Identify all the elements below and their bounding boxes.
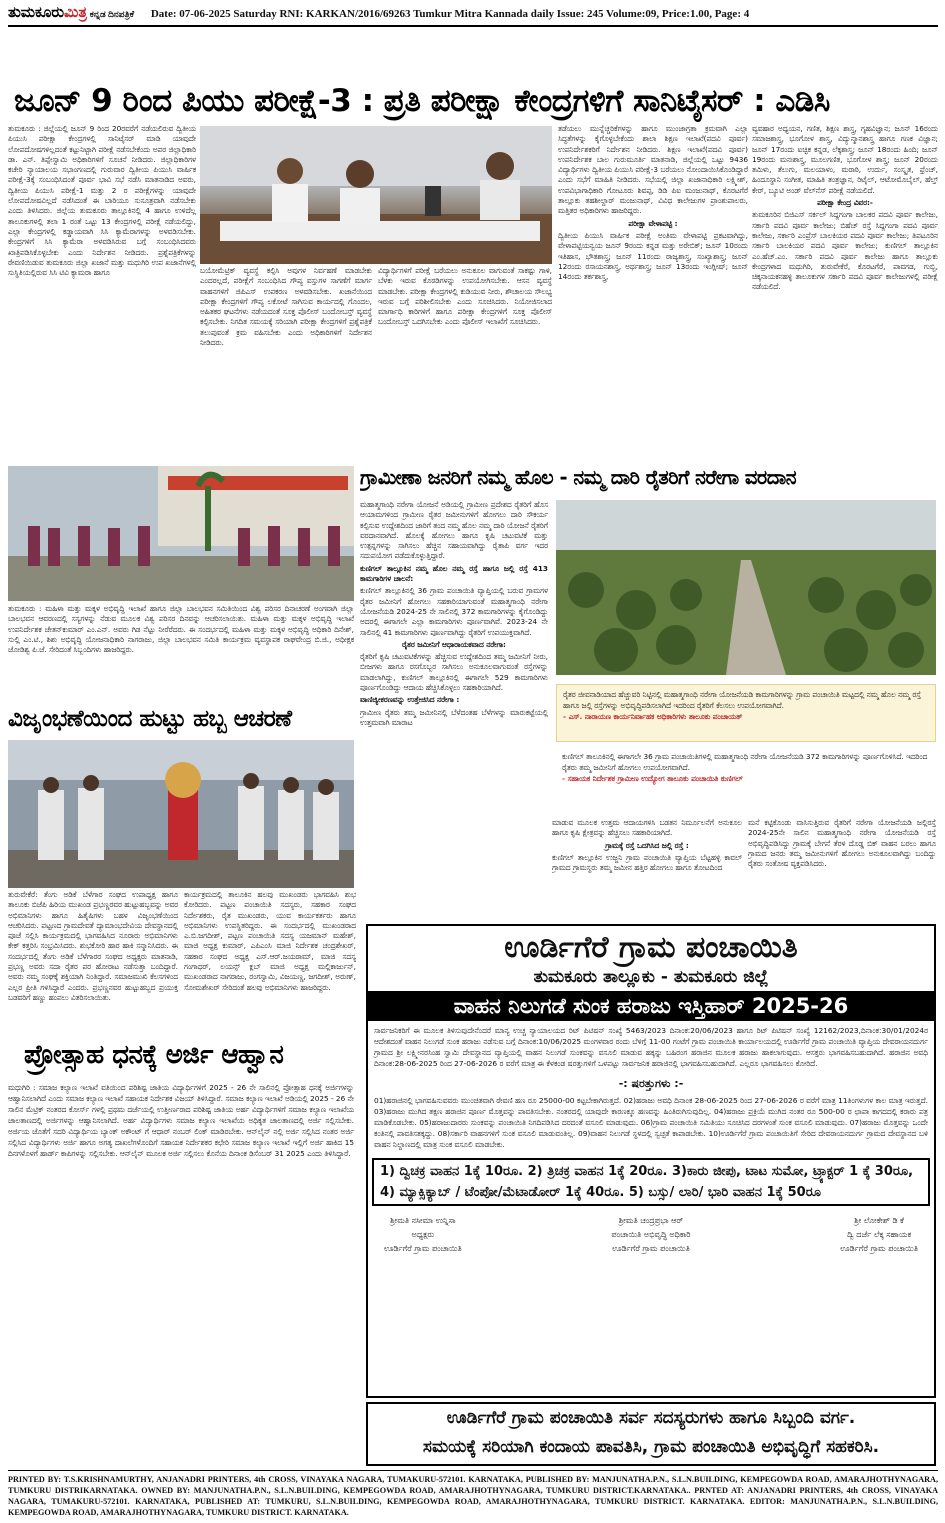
story1-column-2: ಬಯೋಮೆಟ್ರಿಕ್ ವ್ಯವಸ್ಥೆ ಕಲ್ಪಿಸಿ ಅವುಗಳ ನಿರ್ವಹಣೆ ಮಾಡಬೇಕು ಎಂದರಲ್ಲದೆ, ಪರೀಕ್ಷೆಗೆ ಸಂಬಂಧಿಸಿದ ಗೌಪ್ಯ ವಸ್ತುಗಳ ಸಾಗಣೆಗೆ ಮಾರ್ಗ ವಾಹನಗಳಿಗೆ ಜಿಪಿಎಸ್ ಉಪಕರಣ ಅಳವಡಿಸಬೇಕು. ಖಜಾನೆಯಿಂದ ಪರೀಕ್ಷಾ ಕೇಂದ್ರಗಳಿಗೆ ಗೌಪ್ಯ ಲಕೋಟೆ ಸಾಗಿಸುವ ಕಾರ್ಯದಲ್ಲಿ ಗೊಂದಲ, ಅಹಿತಕರ ಘಟನೆಗಳು ನಡೆಯದಂತೆ ಸೂಕ್ತ ಪೊಲೀಸ್ ಬಂದೋಬಸ್ತ್ ವ್ಯವಸ್ಥೆ ಕಲ್ಪಿಸಬೇಕು. ನಿಗದಿತ ಸಮಯಕ್ಕೆ ಸರಿಯಾಗಿ ಪರೀಕ್ಷಾ ಕೇಂದ್ರಗಳಿಗೆ ಪ್ರಶ್ನೆಪತ್ರಿಕೆ ತಲುಪುವಂತೆ ಕ್ರಮ ವಹಿಸಬೇಕು ಎಂದು ಅಧಿಕಾರಿಗಳಿಗೆ ನಿರ್ದೇಶನ ನೀಡಿದರು. bbox=[200, 266, 372, 348]
masthead-rule bbox=[8, 25, 938, 27]
headline-nrega: ಗ್ರಾಮೀಣಾ ಜನರಿಗೆ ನಮ್ಮ ಹೊಲ - ನಮ್ಮ ದಾರಿ ರೈತರಿಗೆ ನರೇಗಾ ವರದಾನ bbox=[360, 466, 797, 489]
quote-box-narayana: ರೈತರ ಜೀವನಾಡಿಯಾದ ಹೆಚ್ಚುವರಿ ನಿಟ್ಟಿನಲ್ಲಿ ಮಹಾತ್ಮಗಾಂಧಿ ನರೇಗಾ ಯೋಜನೆಯಡಿ ಕಾಮಗಾರಿಗಳನ್ನು ಗ್ರಾಮ ಪಂಚಾಯಿತಿ ಮಟ್ಟದಲ್ಲಿ ನಮ್ಮ ಹೊಲ ನಮ್ಮ ರಸ್ತೆ ಹಾಗೂ ಜಲ್ಲಿ ರಸ್ತೆಗಳನ್ನು ಅಭಿವೃದ್ಧಿಪಡಿಸಲಾಗಿದೆ ಇದರಿಂದ ರೈತರಿಗೆ ಕೆಲಸಲು ಉಪಯೋಗವಾಗಿದೆ. - ಎಸ್. ನಾರಾಯಣ ಕಾರ್ಯನಿರ್ವಾಹಕ ಅಧಿಕಾರಿಗಳು ತಾಲೂಕು ಪಂಚಾಯತ್ bbox=[556, 684, 936, 742]
environment-day-photo-art bbox=[8, 466, 354, 601]
notice-body: ಸಾರ್ವಜನಿಕರಿಗೆ ಈ ಮೂಲಕ ತಿಳಿಸುವುದೇನೆಂದರೆ ಮಾನ್ಯ ಉಚ್ಚ ನ್ಯಾಯಾಲಯದ ರಿಟ್ ಪಿಟಿಷನ್ ಸಂಖ್ಯೆ 5463/2023 ದಿನಾಂಕ:20/06/2023 ಹಾಗೂ ರಿಟ್ ಪಿಟಿಷನ್ ಸಂಖ್ಯೆ 12162/2023,ದಿನಾಂಕ:30/01/2024ರ ಆದೇಶದಂತೆ ವಾಹನ ನಿಲುಗಡೆ ಸುಂಕ ಹರಾಜು ನಡೆಸುವ ಬಗ್ಗೆ ದಿನಾಂಕ:10/06/2025 ಮಂಗಳವಾರ ರಂದು ಬೆಳಿಗ್ಗೆ 11-00 ಗಂಟೆಗೆ ಗ್ರಾಮ ಪಂಚಾಯಿತಿ ಕಾರ್ಯಾಲಯದಲ್ಲಿ ಊರ್ಡಿಗೆರೆ ಗ್ರಾಮ ಪಂಚಾಯಿತಿ ವ್ಯಾಪ್ತಿಯ ದೇವರಾಯನದುರ್ಗ ಗ್ರಾಮದ ಶ್ರೀ ಲಕ್ಷ್ಮೀನರಸಿಂಹ ಸ್ವಾಮಿ ದೇವಸ್ಥಾನದ ವ್ಯಾಪ್ತಿಯಲ್ಲಿ ವಾಹನ ನಿಲುಗಡೆ ಸುಂಕವನ್ನು ವಸೂಲಿ ಮಾಡುವ ಹಕ್ಕನ್ನು ಬಹಿರಂಗ ಹರಾಜಿನ ಮೂಲಕ ಹರಾಜು ಹಾಕಲಾಗುವುದು. ಆಸಕ್ತರು ಭಾಗವಹಿಸಬಹುದಾಗಿದೆ. ಹರಾಜಿನ ಅವಧಿ ದಿನಾಂಕ:28-06-2025 ರಿಂದ 27-06-2026 ರ ವರೆಗೆ ಮಾತ್ರ ಈ ಕೆಳಕಂಡ ಷರತ್ತುಗಳಿಗೆ ಒಳಪಟ್ಟು ಸಾರ್ವಜನಿಕ ಹರಾಜಿನಲ್ಲಿ ಭಾಗವಹಿಸಬಹುದಾಗಿದೆ. ಎಲ್ಲರೂ ಭಾಗವಹಿಸಲು ಕೋರಿದೆ. bbox=[374, 1026, 928, 1068]
story1-column-3: ವಿದ್ಯಾರ್ಥಿಗಳಿಗೆ ಪರೀಕ್ಷೆ ಬರೆಯಲು ಅನುಕೂಲ ವಾಗುವಂತೆ ಸಾಕಷ್ಟು ಗಾಳಿ, ಬೆಳಕು ಇರುವ ಕೊಠಡಿಗಳನ್ನು ಉಪಯೋಗಿಸಬೇಕು. ಆಸನ ವ್ಯವಸ್ಥೆ ಮಾಡಬೇಕು. ಪರೀಕ್ಷಾ ಕೇಂದ್ರಗಳಲ್ಲಿ ಕುಡಿಯುವ ನೀರು, ಶೌಚಾಲಯ ಸೌಲಭ್ಯ ಇರುವ ಬಗ್ಗೆ ಪರಿಶೀಲಿಸಬೇಕು ಎಂದು ಸೂಚಿಸಿದರು. ನಿಯೋಜಿಸಲಾದ ಮಾರ್ಗಾಧಿ ಕಾರಿಗಳಿಗೆ ಹಾಗೂ ಪರೀಕ್ಷಾ ಕೇಂದ್ರಗಳಿಗೆ ಸೂಕ್ತ ಪೊಲೀಸ್ ಬಂದೋಬಸ್ತ್ ಒದಗಿಸಬೇಕು ಎಂದು ಪೊಲೀಸ್ ಇಲಾಖೆಗೆ ಸೂಚಿಸಿದರು. bbox=[378, 266, 552, 327]
notice-terms-heading: -: ಷರತ್ತುಗಳು :- bbox=[618, 1077, 684, 1090]
notice-title: ಊರ್ಡಿಗೆರೆ ಗ್ರಾಮ ಪಂಚಾಯಿತಿ bbox=[504, 930, 798, 965]
panchayat-appeal-box bbox=[366, 1402, 936, 1466]
nrega-subhead-gravel-road: ಗ್ರಾಮಕ್ಕೆ ರಸ್ತೆ ಒದಗಿಸಿದ ಜಲ್ಲಿ ರಸ್ತೆ : bbox=[605, 840, 689, 850]
birthday-photo-art bbox=[8, 740, 354, 888]
environment-day-caption: ತುಮಕೂರು : ಮಹಿಳಾ ಮತ್ತು ಮಕ್ಕಳ ಅಭಿವೃದ್ಧಿ ಇಲಾಖೆ ಹಾಗೂ ಜಿಲ್ಲಾ ಬಾಲಭವನ ಸಮಿತಿಯಿಂದ ವಿಶ್ವ ಪರಿಸರ ದಿನಾಚರಣೆ ಅಂಗವಾಗಿ ಜಿಲ್ಲಾ ಬಾಲಭವನ ಆವರಣದಲ್ಲಿ ಸಸ್ಯಗಳನ್ನು ನೆಡುವ ಮೂಲಕ ವಿಶ್ವ ಪರಿಸರ ದಿನವನ್ನು ಆಚರಿಸಲಾಯಿತು. ಮಹಿಳಾ ಮತ್ತು ಮಕ್ಕಳ ಅಭಿವೃದ್ಧಿ ಇಲಾಖೆ ಉಪನಿರ್ದೇಶಕ ಚೇತನ್‌ಕುಮಾರ್ ಎಂ.ಎನ್. ಅವರು ಗಿಡ ನೆಟ್ಟು ನೀರೆರೆದರು. ಈ ಸಂದರ್ಭದಲ್ಲಿ ಮಹಿಳಾ ಮತ್ತು ಮಕ್ಕಳ ಅಭಿವೃದ್ಧಿ ಅಧಿಕಾರಿ ದಿನೇಶ್, ಸುಲ್ಲಿ ಎಂ.ಟಿ., ಶಿಶು ಅಭಿವೃದ್ಧಿ ಯೋಜನಾಧಿಕಾರಿ ನಾಗರಾಜು, ಜಿಲ್ಲಾ ಬಾಲಭವನ ಸಮಿತಿ ಕಾರ್ಯಕ್ರಮ ವ್ಯವಸ್ಥಾಪಕ ರಾಘವೇಂದ್ರ ಬಿ.ಜಿ., ಅಧೀಕ್ಷಕ ಜೋಡಿಶ್ವ ಪಿ.ಜೆ. ಸೇರಿದಂತೆ ಸಿಬ್ಬಂದಿಗಳು ಹಾಜರಿದ್ದರು. bbox=[8, 604, 354, 655]
newspaper-logo: ತುಮಕೂರುಮಿತ್ರ bbox=[8, 5, 87, 21]
nrega-column-2: ಮಾಡುವ ಮೂಲಕ ಉತ್ತಮ ಆದಾಯಗಳಿಸಿ ಬಡತನ ನಿರ್ಮೂಲನೆಗೆ ಅನುಕೂಲ ಹಾಗೂ ಕೃಷಿ ಕ್ಷೇತ್ರವನ್ನು ಹೆಚ್ಚಿಸಲು ಸಹಕಾರಿಯಾಗಿದೆ. ಗ್ರಾಮಕ್ಕೆ ರಸ್ತೆ ಒದಗಿಸಿದ ಜಲ್ಲಿ ರಸ್ತೆ : ಕುಣಿಗಲ್ ತಾಲ್ಲೂಕಿನ ಉಜ್ಜನಿ ಗ್ರಾಮ ಪಂಚಾಯಿತಿ ವ್ಯಾಪ್ತಿಯ ಬೆಟ್ಟಹಳ್ಳಿ ಕಾವಲ್ ಗ್ರಾಮದ ಗ್ರಾಮಸ್ಥರು ತಮ್ಮ ಜಮೀನ ಹತ್ತಿರ ಹೋಗಲು ಹಾಗೂ ತೋಟದಿಂದ bbox=[552, 818, 742, 873]
appeal-line-1: ಊರ್ಡಿಗೆರೆ ಗ್ರಾಮ ಪಂಚಾಯಿತಿ ಸರ್ವ ಸದಸ್ಯರುಗಳು ಹಾಗೂ ಸಿಬ್ಬಂದಿ ವರ್ಗ. bbox=[446, 1408, 856, 1428]
signatory-president: ಶ್ರೀಮತಿ ನಸೀಮಾ ಉನ್ನಿಸಾ ಅಧ್ಯಕ್ಷರು ಊರ್ಡಿಗೆರೆ ಗ್ರಾಮ ಪಂಚಾಯಿತಿ bbox=[384, 1216, 462, 1253]
exam-centres-subhead: ಪರೀಕ್ಷಾ ಕೇಂದ್ರ ವಿವರ:- bbox=[817, 198, 873, 208]
notice-terms: 01)ಹರಾಜಿನಲ್ಲಿ ಭಾಗವಹಿಸುವವರು ಮುಂಚಿತವಾಗಿ ಠೇವಣಿ ಹಣ ರೂ 25000-00 ಕಟ್ಟಬೇಕಾಗಿರುತ್ತದೆ. 02)ಹರಾಜು ಅವಧಿ ದಿನಾಂಕ 28-06-2025 ರಿಂದ 27-06-2026 ರ ವರೆಗೆ ಮಾತ್ರ 11ತಿಂಗಳುಗಳ ಕಾಲ ಮಾತ್ರ ಇರುತ್ತದೆ. 03)ಹರಾಜು ಮುಗಿದ ತಕ್ಷಣ ಹರಾಜಿನ ಪೂರ್ಣ ಮೊತ್ತವನ್ನು ಪಾವತಿಸಬೇಕು. ನಂತರದಲ್ಲಿ ಯಾವುದೇ ಕಾರಣಕ್ಕೂ ಹಣವನ್ನು ಹಿಂತಿರುಗಿಸುವುದಿಲ್ಲ. 04)ಹರಾಜು ಪ್ರಕ್ರಿಯೆ ಮುಗಿದ ನಂತರ ರೂ 500-00 ರ ಛಾಪಾ ಕಾಗದದಲ್ಲಿ ಕರಾರು ಪತ್ರ ಮಾಡಿಕೊಡಬೇಕು. 05)ಹರಾಜುದಾರರು ಸುಂಕವನ್ನು ಪಂಚಾಯಿತಿ ನಿಗದಿಪಡಿಸಿದ ದರದಂತೆ ವಸೂಲಿ ಮಾಡುವುದು. 06)ಗ್ರಾಮ ಪಂಚಾಯಿತಿ ಸಮಿತಿಯು ಸೂಚಿಸಿದ ದರಗಳಂತೆ ಸುಂಕ ವಸೂಲಿ ಮಾಡುವುದು. 07)ಹರಾಜು ಮೊತ್ತವನ್ನು ಒಂದೇ ಕಂತಿನಲ್ಲಿ ಪಾವತಿಸತಕ್ಕದ್ದು. 08)ಸರ್ಕಾರಿ ವಾಹನಗಳಿಗೆ ಸುಂಕ ವಸೂಲಿ ಮಾಡುವಂತಿಲ್ಲ. 09)ವಾಹನ ನಿಲುಗಡೆ ಸ್ಥಳದಲ್ಲಿ ಸ್ವಚ್ಛತೆ ಕಾಪಾಡಬೇಕು. 10)ಊರ್ಡಿಗೆರೆ ಗ್ರಾಮ ಪಂಚಾಯಿತಿಗೆ ಸೇರಿದ ದೇವರಾಯನದುರ್ಗ ಗ್ರಾಮದ ದೇವಸ್ಥಾನದ ಬಳಿ ವಾಹನ ನಿಲ್ದಾಣದಲ್ಲಿ ಮಾತ್ರ ಸುಂಕ ವಸೂಲಿ ಮಾಡಬೇಕು. bbox=[374, 1096, 928, 1149]
story1-column-1: ತುಮಕೂರು : ಜಿಲ್ಲೆಯಲ್ಲಿ ಜೂನ್ 9 ರಿಂದ 20ರವರೆಗೆ ನಡೆಯಲಿರುವ ದ್ವಿತೀಯ ಪಿಯುಸಿ ಪರೀಕ್ಷಾ ಕೇಂದ್ರಗಳಲ್ಲಿ ಸಾನಿಟೈಸರ್ ಮಾಡಿ ಯಾವುದೇ ಲೋಪದೋಷಗಳಿಲ್ಲದಂತೆ ಕಟ್ಟುನಿಟ್ಟಾಗಿ ಪರೀಕ್ಷೆ ನಡೆಸಬೇಕೆಂದು ಅಪರ ಜಿಲ್ಲಾಧಿಕಾರಿ ಡಾ. ಎನ್. ತಿಪ್ಪೇಸ್ವಾಮಿ ಅಧಿಕಾರಿಗಳಿಗೆ ಸೂಚನೆ ನೀಡಿದರು. ಜಿಲ್ಲಾಧಿಕಾರಿಗಳ ಕಚೇರಿ ನ್ಯಾಯಾಲಯ ಸಭಾಂಗಣದಲ್ಲಿ ಗುರುವಾರ ದ್ವಿತೀಯ ಪಿಯುಸಿ ವಾರ್ಷಿಕ ಪರೀಕ್ಷೆ-3ಕ್ಕೆ ಸಂಬಂಧಿಸಿದಂತೆ ಪೂರ್ವ ಭಾವಿ ಸಭೆ ನಡೆಸಿ ಮಾತನಾಡಿದ ಅವರು, ದ್ವಿತೀಯ ಪಿಯುಸಿ ಪರೀಕ್ಷೆ-1 ಮತ್ತು 2 ರ ಪರೀಕ್ಷೆಗಳನ್ನು ಯಾವುದೇ ಲೋಪದೋಷವಿಲ್ಲದೆ ನಡೆಸಿದಂತೆ ಈ ಬಾರಿಯೂ ಸುಸೂತ್ರವಾಗಿ ನಡೆಸಬೇಕು ಎಂದು ತಿಳಿಸಿದರು. ಜಿಲ್ಲೆಯ ತುಮಕೂರು ತಾಲ್ಲೂಕಿನಲ್ಲಿ 4 ಹಾಗೂ ಉಳಿದೆಲ್ಲ ತಾಲೂಕುಗಳಲ್ಲಿ ತಲಾ 1 ರಂತೆ ಒಟ್ಟು 13 ಕೇಂದ್ರಗಳಲ್ಲಿ ಪರೀಕ್ಷೆ ನಡೆಯಲಿದ್ದು, ಎಲ್ಲಾ ಕೇಂದ್ರಗಳಲ್ಲಿ ಕಡ್ಡಾಯವಾಗಿ ಸಿಸಿ ಕ್ಯಾಮೆರಾಗಳನ್ನು ಅಳವಡಿಸಬೇಕು. ಕೇಂದ್ರಗಳಿಗೆ ಸಿಸಿ ಕ್ಯಾಮೆರಾ ಅಳವಡಿಸಿರುವ ಬಗ್ಗೆ ಸಂಬಂಧಿಸಿದವರು ಖಾತ್ರಿಪಡಿಸಿಕೊಳ್ಳಬೇಕು ಎಂದು ನಿರ್ದೇಶನ ನೀಡಿದರು. ಪ್ರಶ್ನೆಪತ್ರಿಕೆಗಳನ್ನು ಠೇವಣಿಯಿಡುವ ತುಮಕೂರು ಜಿಲ್ಲಾ ಖಜಾನೆ ಮತ್ತು ಮಧುಗಿರಿ ಉಪ ಖಜಾನೆಗಳಲ್ಲಿ ಸುಸ್ಥಿತಿಯಲ್ಲಿರುವ ಸಿಸಿ ಟಿವಿ ಕ್ಯಾಮರಾ ಹಾಗೂ bbox=[8, 124, 196, 278]
nrega-column-3: ಮನೆ ಕಟ್ಟಿಕೊಂಡು ವಾಸಿಸುತ್ತಿರುವ ರೈತರಿಗೆ ನರೇಗಾ ಯೋಜನೆಯಡಿ ಜಲ್ಲಿರಸ್ತೆ 2024-25ನೇ ಸಾಲಿನ ಮಹಾತ್ಮಗಾಂಧಿ ನರೇಗಾ ಯೋಜನೆಯಡಿ ರಸ್ತೆ ಅಭಿವೃದ್ಧಿಪಡಿಸಿದ್ದು ಗ್ರಾಮಕ್ಕೆ ಬೇಗನೆ ತೆರಳಿ ದೊಡ್ಡ ಬಿಕ್ ವಾಹನ ಬರಲು ಹಾಗೂ ಗ್ರಾಮದ ಜನರು ತಮ್ಮ ಜಮೀನುಗಳಿಗೆ ಹೋಗಲು ಅನುಕೂಲವಾಗಿದ್ದು ಬಂದಿದ್ದು ರೈತರು ಸಂತೋಷ ವ್ಯಕ್ತಪಡಿಸಿದರು. bbox=[748, 818, 936, 869]
appeal-line-2: ಸಮಯಕ್ಕೆ ಸರಿಯಾಗಿ ಕಂದಾಯ ಪಾವತಿಸಿ, ಗ್ರಾಮ ಪಂಚಾಯಿತಿ ಅಭಿವೃದ್ಧಿಗೆ ಸಹಕರಿಸಿ. bbox=[422, 1437, 880, 1457]
notice-banner: ವಾಹನ ನಿಲುಗಡೆ ಸುಂಕ ಹರಾಜು ಇಸ್ತಿಹಾರ್ 2025-26 bbox=[368, 991, 934, 1021]
quote-box-assistant-director: ಕುಣಿಗಲ್ ತಾಲೂಕಿನಲ್ಲಿ ಈಗಾಗಲೇ 36 ಗ್ರಾಮ ಪಂಚಾಯಿತಿಗಳಲ್ಲಿ ಮಹಾತ್ಮಗಾಂಧಿ ನರೇಗಾ ಯೋಜನೆಯಡಿ 372 ಕಾಮಗಾರಿಗಳನ್ನು ಪೂರ್ಣಗೊಳಿಸಿದೆ. ಇದರಿಂದ ರೈತರು ತಮ್ಮ ಜಮೀನಿಗೆ ಹೋಗಲು ಉಪಯೋಗವಾಗಿದೆ. - ಸಹಾಯಕ ನಿರ್ದೇಶಕ ಗ್ರಾಮೀಣ ಉದ್ಯೋಗ ತಾಲೂಕು ಪಂಚಾಯಿತಿ ಕುಣಿಗಲ್ bbox=[556, 747, 936, 795]
auction-notice bbox=[366, 924, 936, 1398]
headline-scholarship: ಪ್ರೋತ್ಸಾಹ ಧನಕ್ಕೆ ಅರ್ಜಿ ಆಹ್ವಾನ bbox=[24, 1040, 284, 1070]
signatory-pdo: ಶ್ರೀಮತಿ ಚಂದ್ರಪ್ರಭಾ ಆರ್ ಪಂಚಾಯಿತಿ ಅಭಿವೃದ್ಧಿ ಅಧಿಕಾರಿ ಊರ್ಡಿಗೆರೆ ಗ್ರಾಮ ಪಂಚಾಯಿತಿ bbox=[611, 1216, 691, 1253]
headline-birthday: ವಿಜೃಂಭಣೆಯಿಂದ ಹುಟ್ಟು ಹಬ್ಬ ಆಚರಣೆ bbox=[8, 706, 292, 732]
story1-column-5: ವ್ಯವಹಾರ ಅಧ್ಯಯನ, ಗಣಿತ, ಶಿಕ್ಷಣ ಶಾಸ್ತ್ರ, ಗೃಹವಿಜ್ಞಾನ; ಜೂನ್ 16ರಂದು ಸಮಾಜಶಾಸ್ತ್ರ, ಭೂಗೋಳ ಶಾಸ್ತ್ರ, ವಿದ್ಯುನ್ಮಾನಶಾಸ್ತ್ರ ಹಾಗೂ ಗಣಕ ವಿಜ್ಞಾನ; ಜೂನ್ 17ರಂದು ಐಚ್ಛಿಕ ಕನ್ನಡ, ಲೆಕ್ಕಶಾಸ್ತ್ರ; ಜೂನ್ 18ರಂದು ಹಿಂದಿ; ಜೂನ್ 19ರಂದು ಮನಃಶಾಸ್ತ್ರ, ಮೂಲಗಣಿತ, ಭೂಗೋಳ ಶಾಸ್ತ್ರ; ಜೂನ್ 20ರಂದು ತಮಿಳು, ತೆಲುಗು, ಮಲಯಾಳಂ, ಮರಾಠಿ, ಉರ್ದು, ಸಂಸ್ಕೃತ, ಫ್ರೆಂಚ್, ಹಿಂದೂಸ್ಥಾನಿ ಸಂಗೀತ, ಮಾಹಿತಿ ತಂತ್ರಜ್ಞಾನ, ರಿಟೈಲ್, ಆಟೋಮೊಬೈಲ್, ಹೆಲ್ತ್ ಕೇರ್, ಬ್ಯೂಟಿ ಅಂಡ್ ವೆಲ್‌ನೆಸ್ ಪರೀಕ್ಷೆ ನಡೆಯಲಿದೆ. ಪರೀಕ್ಷಾ ಕೇಂದ್ರ ವಿವರ:- ತುಮಕೂರಿನ ಬಿಜಿಎಸ್ ಸರ್ಕಲ್ ಸಿದ್ದಗಂಗಾ ಬಾಲಕರ ಪದವಿ ಪೂರ್ವ ಕಾಲೇಜು, ಸರ್ಕಾರಿ ಪದವಿ ಪೂರ್ವ ಕಾಲೇಜು; ಬಿಹೆಚ್ ರಸ್ತೆ ಸಿದ್ದಗಂಗಾ ಪದವಿ ಪೂರ್ವ ಕಾಲೇಜು, ಸರ್ಕಾರಿ ಎಂಪ್ರೆಸ್ ಬಾಲಕಿಯರ ಪದವಿ ಪೂರ್ವ ಕಾಲೇಜು; ತಿಪಟೂರಿನ ಸರ್ಕಾರಿ ಬಾಲಕಿಯರ ಪದವಿ ಪೂರ್ವ ಕಾಲೇಜು; ಕುಣಿಗಲ್ ತಾಲ್ಲೂಕಿನ ಎಂ.ಹೆಚ್.ಎಂ. ಸರ್ಕಾರಿ ಪದವಿ ಪೂರ್ವ ಕಾಲೇಜು ಹಾಗೂ ತಾಲ್ಲೂಕು ಕೇಂದ್ರಗಳಾದ ಮಧುಗಿರಿ, ತುರುವೇಕೆರೆ, ಕೊರಟಗೆರೆ, ಪಾವಗಡ, ಗುಬ್ಬಿ, ಚಿಕ್ಕನಾಯಕನಹಳ್ಳಿ ತಾಲೂಕುಗಳ ಸರ್ಕಾರಿ ಪದವಿ ಪೂರ್ವ ಕಾಲೇಜುಗಳಲ್ಲಿ ಪರೀಕ್ಷೆ ನಡೆಯಲಿದೆ. bbox=[752, 124, 938, 292]
issue-meta: Date: 07-06-2025 Saturday RNI: KARKAN/2016/69263 Tumkur Mitra Kannada daily Issue: 245 Volume:09, Price:1.00, Page: 4 bbox=[150, 8, 750, 20]
quote-attribution-narayana: - ಎಸ್. ನಾರಾಯಣ ಕಾರ್ಯನಿರ್ವಾಹಕ ಅಧಿಕಾರಿಗಳು ತಾಲೂಕು ಪಂಚಾಯತ್ bbox=[563, 712, 743, 721]
notice-rates: 1) ದ್ವಿಚಕ್ರ ವಾಹನ 1ಕ್ಕೆ 10ರೂ. 2) ತ್ರಿಚಕ್ರ ವಾಹನ 1ಕ್ಕೆ 20ರೂ. 3)ಕಾರು ಜೀಪು, ಟಾಟ ಸುಮೋ, ಟ್ರ್ಯಾಕ್ಟರ್ 1 ಕ್ಕೆ 30ರೂ, 4) ಮ್ಯಾಕ್ಸಿಕ್ಯಾಬ್ / ಟೆಂಪೋ/ಮೆಟಾಡೋರ್ 1ಕ್ಕೆ 40ರೂ. 5) ಬಸ್ಸು/ ಲಾರಿ/ ಭಾರಿ ವಾಹನ 1ಕ್ಕೆ 50ರೂ bbox=[372, 1158, 930, 1206]
scholarship-body: ಮಧುಗಿರಿ : ಸಮಾಜ ಕಲ್ಯಾಣ ಇಲಾಖೆ ವತಿಯಿಂದ ಪರಿಶಿಷ್ಟ ಜಾತಿಯ ವಿದ್ಯಾರ್ಥಿಗಳಿಗೆ 2025 - 26 ನೇ ಸಾಲಿನಲ್ಲಿ ಪ್ರೋತ್ಸಾಹ ಧನಕ್ಕೆ ಅರ್ಜಿಗಳನ್ನು ಆಹ್ವಾನಿಸಲಾಗಿದೆ ಎಂದು ಸಮಾಜ ಕಲ್ಯಾಣ ಇಲಾಖೆ ಸಹಾಯಕ ನಿರ್ದೇಶಕ ವಿಜಯ್ ತಿಳಿಸಿದ್ದಾರೆ. ಸಮಾಜ ಕಲ್ಯಾಣ ಇಲಾಖೆ ಅಡಿಯಲ್ಲಿ 2025 - 26 ನೇ ಸಾಲಿನ ಮೆಟ್ರಿಕ್ ನಂತರದ ಕೋರ್ಸ್ ಗಳಲ್ಲಿ ಪ್ರಥಮ ದರ್ಜೆಯಲ್ಲಿ ಉತ್ತೀರ್ಣರಾದ ಪರಿಶಿಷ್ಟ ಜಾತಿಯ ಅರ್ಹ ವಿದ್ಯಾರ್ಥಿಗಳಿಗೆ ಸಮಾಜ ಕಲ್ಯಾಣ ಇಲಾಖೆಯ ಜಾಲತಾಣದಲ್ಲಿ ಅರ್ಜಿಗಳನ್ನು ಆಹ್ವಾನಿಸಲಾಗಿದೆ. ಅರ್ಹ ವಿದ್ಯಾರ್ಥಿಗಳು ಸಮಾಜ ಕಲ್ಯಾಣ ಇಲಾಖೆಯ ಅಧಿಕೃತ ಜಾಲತಾಣದಲ್ಲಿ ಅರ್ಜಿ ಸಲ್ಲಿಸಬೇಕು. ಅರ್ಜಿಯ ಜೊತೆಗೆ ಸದರಿ ವಿದ್ಯಾರ್ಥಿಯ ಬ್ಯಾಂಕ್ ಅಕೌಂಟ್ ಗೆ ಆಧಾರ್ ನಂಬರ್ ಲಿಂಕ್ ಮಾಡಿರಬೇಕು. ಆನ್‌ಲೈನ್ ನಲ್ಲಿ ಅರ್ಜಿ ಸಲ್ಲಿಸಿದ ನಂತರ ಅರ್ಜಿ ಸಲ್ಲಿಸಿದ ವಿದ್ಯಾರ್ಥಿಗಳು ಅರ್ಜಿ ಹಾಗೂ ಅಗತ್ಯ ದಾಖಲೆಗಳೊಂದಿಗೆ ಸಹಾಯಕ ನಿರ್ದೇಶಕರ ಕಛೇರಿ ಸಮಾಜ ಕಲ್ಯಾಣ ಇಲಾಖೆ ಇಲ್ಲಿಗೆ ಅರ್ಜಿ ಹಾಕಿದ 15 ದಿನಗಳೊಳಗೆ ಹಾರ್ಡ್ ಕಾಪಿಗಳನ್ನು ಸಲ್ಲಿಸಬೇಕು. ಆನ್‌ಲೈನ್ ಮೂಲಕ ಅರ್ಜಿ ಸಲ್ಲಿಸಲು ಕೊನೆಯ ದಿನಾಂಕ ಡಿಸೆಂಬರ್ 31 2025 ಎಂದು ತಿಳಿಸಿದ್ದಾರೆ. bbox=[8, 1083, 354, 1158]
birthday-photo bbox=[8, 740, 354, 888]
birthday-column-1: ತುರುವೇಕೆರೆ: ತೆಂಗು ಅಡಿಕೆ ಬೆಳೆಗಾರ ಸಂಘದ ಉಪಾಧ್ಯಕ್ಷ ಹಾಗೂ ತಾಲೂಕು ಬಿಜೆಪಿ ಹಿರಿಯ ಮುಖಂಡ ಪ್ರಭಣ್ಣರವರ ಹುಟ್ಟುಹಬ್ಬವನ್ನು ಅವರ ಅಭಿಮಾನಿಗಳು ಹಾಗೂ ಹಿತೈಷಿಗಳು ಬಹಳ ವಿಜೃಂಭಣೆಯಿಂದ ಆಚರಿಸಿದರು. ಪಟ್ಟಣದ ಗ್ರಾಮದೇವತೆ ದ್ಯಾಮಾಂಭದೇವಿಯ ದೇವಸ್ಥಾನದಲ್ಲಿ ಪೂಜೆ ಸಲ್ಲಿಸಿ ಕಾರ್ಯಕ್ರಮದಲ್ಲಿ ಭಾಗವಹಿಸಿದ ನೂರಾರು ಅಭಿಮಾನಿಗಳು ಕೇಕ್ ಕತ್ತರಿಸಿ ಸಂಭ್ರಮಿಸಿದರು. ಶುಭಕೋರಿ ಹಾರ ಹಾಕಿ ಸನ್ಮಾನಿಸಿದರು. ಈ ಸಂದರ್ಭದಲ್ಲಿ ತೆಂಗು ಅಡಿಕೆ ಬೆಳೆಗಾರರ ಸಂಘದ ಅಧ್ಯಕ್ಷರು ಮಾತನಾಡಿ, ಪ್ರಭಣ್ಣ ಅವರು ಸದಾ ರೈತರ ಪರ ಹೋರಾಟ ನಡೆಸುತ್ತಾ ಬಂದಿದ್ದಾರೆ. ಅವರು ನಮ್ಮ ಸಂಘಕ್ಕೆ ಶಕ್ತಿಯಾಗಿ ನಿಂತಿದ್ದಾರೆ. ಸಮಾಜಮುಖಿ ಕೆಲಸಗಳಿಂದ ಎಲ್ಲರ ಪ್ರೀತಿ ಗಳಿಸಿದ್ದಾರೆ ಎಂದರು. ಪ್ರಭಣ್ಣನವರ ಹುಟ್ಟುಹಬ್ಬದ ಪ್ರಯುಕ್ತ ಬಡವರಿಗೆ ಹಣ್ಣು ಹಂಪಲು ವಿತರಿಸಲಾಯಿತು. bbox=[8, 890, 178, 1002]
meeting-photo-art bbox=[200, 126, 552, 264]
notice-subtitle: ತುಮಕೂರು ತಾಲ್ಲೂಕು - ತುಮಕೂರು ಜಿಲ್ಲೆ bbox=[533, 967, 769, 987]
nrega-column-1: ಮಹಾತ್ಮಗಾಂಧಿ ನರೇಗಾ ಯೋಜನೆ ಅಡಿಯಲ್ಲಿ ಗ್ರಾಮೀಣ ಪ್ರದೇಶದ ರೈತರಿಗೆ ಹೊಸ ಆಯಾಮಗಳಿಂದ ಗ್ರಾಮೀಣ ರೈತರ ಜಮೀನುಗಳಿಗೆ ಹೋಗಲು ದಾರಿ ಸೌಕರ್ಯ ಕಲ್ಪಿಸುವ ಉದ್ದೇಶದಿಂದ ಜಾರಿಗೆ ತಂದ ನಮ್ಮ ಹೊಲ ನಮ್ಮ ದಾರಿ ಯೋಜನೆ ರೈತರಿಗೆ ವರದಾನವಾಗಿದೆ. ಹೊಲಕ್ಕೆ ಹೋಗಲು ಹಾಗೂ ಕೃಷಿ ಚಟುವಟಿಕೆ ಮತ್ತು ಉತ್ಪನ್ನಗಳನ್ನು ಸಾಗಿಸಲು ಹೆಚ್ಚಿನ ಸಹಾಯವಾಗಿದ್ದು ರೈತಾಪಿ ವರ್ಗ ಇದರ ಸದುಪಯೋಗ ಪಡೆದುಕೊಳ್ಳುತ್ತಿದ್ದಾರೆ. ಕುಣಿಗಲ್ ತಾಲ್ಲೂಕಿನ ನಮ್ಮ ಹೊಲ ನಮ್ಮ ರಸ್ತೆ ಹಾಗೂ ಜಲ್ಲಿ ರಸ್ತೆ 413 ಕಾಮಗಾರಿಗಳ ಚಾಲನೆ: ಕುಣಿಗಲ್ ತಾಲ್ಲೂಕಿನಲ್ಲಿ 36 ಗ್ರಾಮ ಪಂಚಾಯಿತಿ ವ್ಯಾಪ್ತಿಯಲ್ಲಿ ಬರುವ ಗ್ರಾಮಗಳ ರೈತರ ಜಮೀನಿಗೆ ಹೋಗಲು ಸಹಕಾರಿಯಾಗುವಂತೆ ಮಹಾತ್ಮಗಾಂಧಿ ನರೇಗಾ ಯೋಜನೆಯಡಿ 2024-25 ನೇ ಸಾಲಿನಲ್ಲಿ 372 ಕಾಮಗಾರಿಗಳನ್ನು ಕೈಗೊಂಡಿದ್ದು ಅದರಲ್ಲಿ ಈಗಾಗಲೇ ಎಲ್ಲಾ ಕಾಮಗಾರಿಗಳು ಪೂರ್ಣವಾಗಿವೆ. 2023-24 ನೇ ಸಾಲಿನಲ್ಲಿ 41 ಕಾಮಗಾರಿಗಳು ಪೂರ್ಣವಾಗಿದ್ದು ರೈತರಿಗೆ ಉಪಯುಕ್ತವಾಗಿದೆ. ರೈತರ ಜಮೀನಿಗೆ ಆಧಾರಾಯಕವಾದ ನರೇಗಾ: ರೈತರಿಗೆ ಕೃಷಿ ಚಟುವಟಿಕೆಗಳನ್ನು ಹೆಚ್ಚಿಸುವ ಉದ್ದೇಶದಿಂದ ತಮ್ಮ ಜಮೀನಿಗೆ ನೀರು, ಬೀಜಗಳು ಹಾಗೂ ರಸಗೊಬ್ಬರ ಸಾಗಿಸಲು ಅನುಕೂಲವಾಗುವಂತೆ ರಸ್ತೆಗಳನ್ನು ಮಾಡಲಾಗಿದ್ದು, ಕುಣಿಗಲ್ ತಾಲ್ಲೂಕಿನಲ್ಲಿ ಈಗಾಗಲೇ 529 ಕಾಮಗಾರಿಗಳು ಪೂರ್ಣಗೊಂಡಿದ್ದು ಆದಾಯ ಹೆಚ್ಚಿಸಿಕೊಳ್ಳಲು ಸಹಕಾರಿಯಾಗಿದೆ. ವಾಣಿಜ್ಯೀಕರಣವನ್ನು ಉತ್ತೇಜಿಸಿದ ನರೇಗಾ : ಗ್ರಾಮೀಣ ರೈತರು ತಮ್ಮ ಜಮೀನಿನಲ್ಲಿ ಬೆಳೆದಂತಹ ಬೆಳೆಗಳನ್ನು ಮಾರುಕಟ್ಟೆಯಲ್ಲಿ ಉತ್ತಮವಾಗಿ ಮಾರಾಟ bbox=[360, 500, 548, 727]
farm-road-photo bbox=[556, 500, 936, 675]
meeting-photo bbox=[200, 126, 552, 264]
nrega-subhead-farmland: ರೈತರ ಜಮೀನಿಗೆ ಆಧಾರಾಯಕವಾದ ನರೇಗಾ: bbox=[402, 639, 506, 649]
farm-road-photo-art bbox=[556, 500, 936, 675]
notice-signatories bbox=[368, 1210, 934, 1260]
birthday-column-2: ಕಾರ್ಯಕ್ರಮದಲ್ಲಿ ತಾಲೂಕಿನ ಹಲವು ಮುಖಂಡರು ಭಾಗವಹಿಸಿ ಶುಭ ಕೋರಿದರು. ಪಟ್ಟಣ ಪಂಚಾಯಿತಿ ಸದಸ್ಯರು, ಸಹಕಾರ ಸಂಘದ ನಿರ್ದೇಶಕರು, ರೈತ ಮುಖಂಡರು, ಯುವ ಕಾರ್ಯಕರ್ತರು ಹಾಗೂ ಅಭಿಮಾನಿಗಳು ಉಪಸ್ಥಿತರಿದ್ದರು. ಈ ಸಂದರ್ಭದಲ್ಲಿ ಮುಖಂಡರಾದ ಎ.ಬಿ.ಜಗದೀಶ್, ಪಟ್ಟಣ ಪಂಚಾಯಿತಿ ಸದಸ್ಯ ಯಜಮಾನ್ ಮಹೇಶ್, ಮಾಜಿ ಅಧ್ಯಕ್ಷ ಕುಮಾರ್, ಎಪಿಎಂಸಿ ಮಾಜಿ ನಿರ್ದೇಶಕ ಚಂದ್ರಶೇಖರ್, ಸಹಕಾರ ಸಂಘದ ಅಧ್ಯಕ್ಷ ಎಸ್.ಆರ್.ಜಯರಾಮ್, ಮಾಜಿ ಸದಸ್ಯ ಗಂಗಾಧರ್, ಲಯನ್ಸ್ ಕ್ಲಬ್ ಮಾಜಿ ಅಧ್ಯಕ್ಷ ಮಲ್ಲಿಕಾರ್ಜುನ್, ಮುಖಂಡರಾದ ನಾಗರಾಜು, ರಂಗಸ್ವಾಮಿ, ವಿಜಯಣ್ಣ, ಜಗದೀಶ್, ಅರುಣ್, ಸೋಮಶೇಖರ್ ಸೇರಿದಂತೆ ಹಲವು ಅಭಿಮಾನಿಗಳು ಹಾಜರಿದ್ದರು. bbox=[184, 890, 356, 992]
story1-column-4: ತಡೆಯಲು ಮುನ್ನೆಚ್ಚರಿಕೆಗಳನ್ನು ಹಾಗೂ ಮುಂಜಾಗ್ರತಾ ಕ್ರಮವಾಗಿ ಎಲ್ಲಾ ಸಿದ್ಧತೆಗಳನ್ನು ಕೈಗೊಳ್ಳಬೇಕೆಂದು ಶಾಲಾ ಶಿಕ್ಷಣ ಇಲಾಖೆ(ಪದವಿ ಪೂರ್ವ) ಉಪನಿರ್ದೇಶಕರಿಗೆ ನಿರ್ದೇಶನ ನೀಡಿದರು. ಶಿಕ್ಷಣ ಇಲಾಖೆ(ಪದವಿ ಪೂರ್ವ) ಉಪನಿರ್ದೇಶಕ ಬಾಲ ಗುರುಮೂರ್ತಿ ಮಾತನಾಡಿ, ಜಿಲ್ಲೆಯಲ್ಲಿ ಒಟ್ಟು 9436 ವಿದ್ಯಾರ್ಥಿಗಳು ದ್ವಿತೀಯ ಪಿಯುಸಿ ಪರೀಕ್ಷೆ-3 ಬರೆಯಲು ನೋಂದಾಯಿಸಿಕೊಂಡಿದ್ದಾರೆ ಎಂದು ಸಭೆಗೆ ಮಾಹಿತಿ ನೀಡಿದರು. ಸಭೆಯಲ್ಲಿ ಜಿಲ್ಲಾ ಖಜಾನಾಧಿಕಾರಿ ಲಕ್ಷ್ಮೀಶ್, ಉಪವಿಭಾಗಾಧಿಕಾರಿ ಗೋಟೂರು ಶಿವಪ್ಪ, ಡಿಡಿ ಪಿಐ ಮಂಜುನಾಥ್, ಕೊರಟಗೆರೆ ತಾಲ್ಲೂಕು ತಹಶೀಲ್ದಾರ್ ಮಂಜುನಾಥ್, ವಿವಿಧ ಕಾಲೇಜುಗಳ ಪ್ರಾಂಶುಪಾಲರು, ಮತ್ತಿತರ ಅಧಿಕಾರಿಗಳು ಹಾಜರಿದ್ದರು. ಪರೀಕ್ಷಾ ವೇಳಾಪಟ್ಟಿ : ದ್ವಿತೀಯ ಪಿಯುಸಿ ವಾರ್ಷಿಕ ಪರೀಕ್ಷೆ ಅಂತಿಮ ವೇಳಾಪಟ್ಟಿ ಪ್ರಕಟವಾಗಿದ್ದು, ವೇಳಾಪಟ್ಟಿಯನ್ವಯ ಜೂನ್ 9ರಂದು ಕನ್ನಡ ಮತ್ತು ಅರೇಬಿಕ್; ಜೂನ್ 10ರಂದು ಇತಿಹಾಸ, ಭೌತಶಾಸ್ತ್ರ; ಜೂನ್ 11ರಂದು ರಾಜ್ಯಶಾಸ್ತ್ರ, ಸಂಖ್ಯಾಶಾಸ್ತ್ರ; ಜೂನ್ 12ರಂದು ರಸಾಯನಶಾಸ್ತ್ರ, ಅರ್ಥಶಾಸ್ತ್ರ; ಜೂನ್ 13ರಂದು ಇಂಗ್ಲೀಷ್; ಜೂನ್ 14ರಂದು ತರ್ಕಶಾಸ್ತ್ರ, bbox=[558, 124, 748, 282]
imprint-footer: PRINTED BY: T.S.KRISHNAMURTHY, ANJANADRI PRINTERS, 4th CROSS, VINAYAKA NAGARA, TUMAKURU-572101. KARNATAKA, PUBLISHED BY: MANJUNATHA.P.N., S.L.N.BUILDING, KEMPEGOWDA ROAD, AMARAJHOTHYNAGARA, TUMKURU DISTRIKARNATAKA. OWNED BY: MANJUNATHA.P.N., S.L.N.BUILDING, KEMPEGOWDA ROAD, AMARAJHOTHYNAGARA, TUMKURU DISTRICT.KARNATAKA.. PRNTED AT: ANJANADRI PRINTERS, 4th CROSS, VINAYAKA NAGARA, TUMAKURU-572101. KARNATAKA, PUBLISHED AT: TUMKURU, S.L.N.BUILDING, KEMPEGOWDA ROAD, AMARAJHOTHYNAGARA, TUMKURU DISTRICT. KARNATAKA. EDITOR: MANJUNATHA.P.N., S.L.N.BUILDING, KEMPEGOWDA ROAD, AMARAJHOTHYNAGARA, TUMKURU DISTRICT. KARNATAKA. bbox=[8, 1475, 938, 1517]
masthead bbox=[8, 4, 938, 24]
environment-day-photo bbox=[8, 466, 354, 601]
nrega-subhead-kunigal: ಕುಣಿಗಲ್ ತಾಲ್ಲೂಕಿನ ನಮ್ಮ ಹೊಲ ನಮ್ಮ ರಸ್ತೆ ಹಾಗೂ ಜಲ್ಲಿ ರಸ್ತೆ 413 ಕಾಮಗಾರಿಗಳ ಚಾಲನೆ: bbox=[360, 563, 548, 584]
quote-attribution-assistant-director: - ಸಹಾಯಕ ನಿರ್ದೇಶಕ ಗ್ರಾಮೀಣ ಉದ್ಯೋಗ ತಾಲೂಕು ಪಂಚಾಯಿತಿ ಕುಣಿಗಲ್ bbox=[562, 774, 743, 783]
nrega-subhead-commerce: ವಾಣಿಜ್ಯೀಕರಣವನ್ನು ಉತ್ತೇಜಿಸಿದ ನರೇಗಾ : bbox=[360, 695, 460, 705]
footer-rule bbox=[8, 1470, 938, 1471]
logo-subtitle: ಕನ್ನಡ ದಿನಪತ್ರಿಕೆ bbox=[89, 9, 135, 19]
exam-timetable-subhead: ಪರೀಕ್ಷಾ ವೇಳಾಪಟ್ಟಿ : bbox=[628, 218, 678, 228]
headline-pu-exam: ಜೂನ್ 9 ರಿಂದ ಪಿಯು ಪರೀಕ್ಷೆ-3 : ಪ್ರತಿ ಪರೀಕ್ಷಾ ಕೇಂದ್ರಗಳಿಗೆ ಸಾನಿಟೈಸರ್ : ಎಡಿಸಿ bbox=[14, 83, 830, 119]
signatory-accounts: ಶ್ರೀ ಲೋಕೇಶ್ ಡಿ ಕೆ ದ್ವಿ ದರ್ಜೆ ಲೆಕ್ಕ ಸಹಾಯಕ ಊರ್ಡಿಗೆರೆ ಗ್ರಾಮ ಪಂಚಾಯಿತಿ bbox=[840, 1216, 918, 1253]
